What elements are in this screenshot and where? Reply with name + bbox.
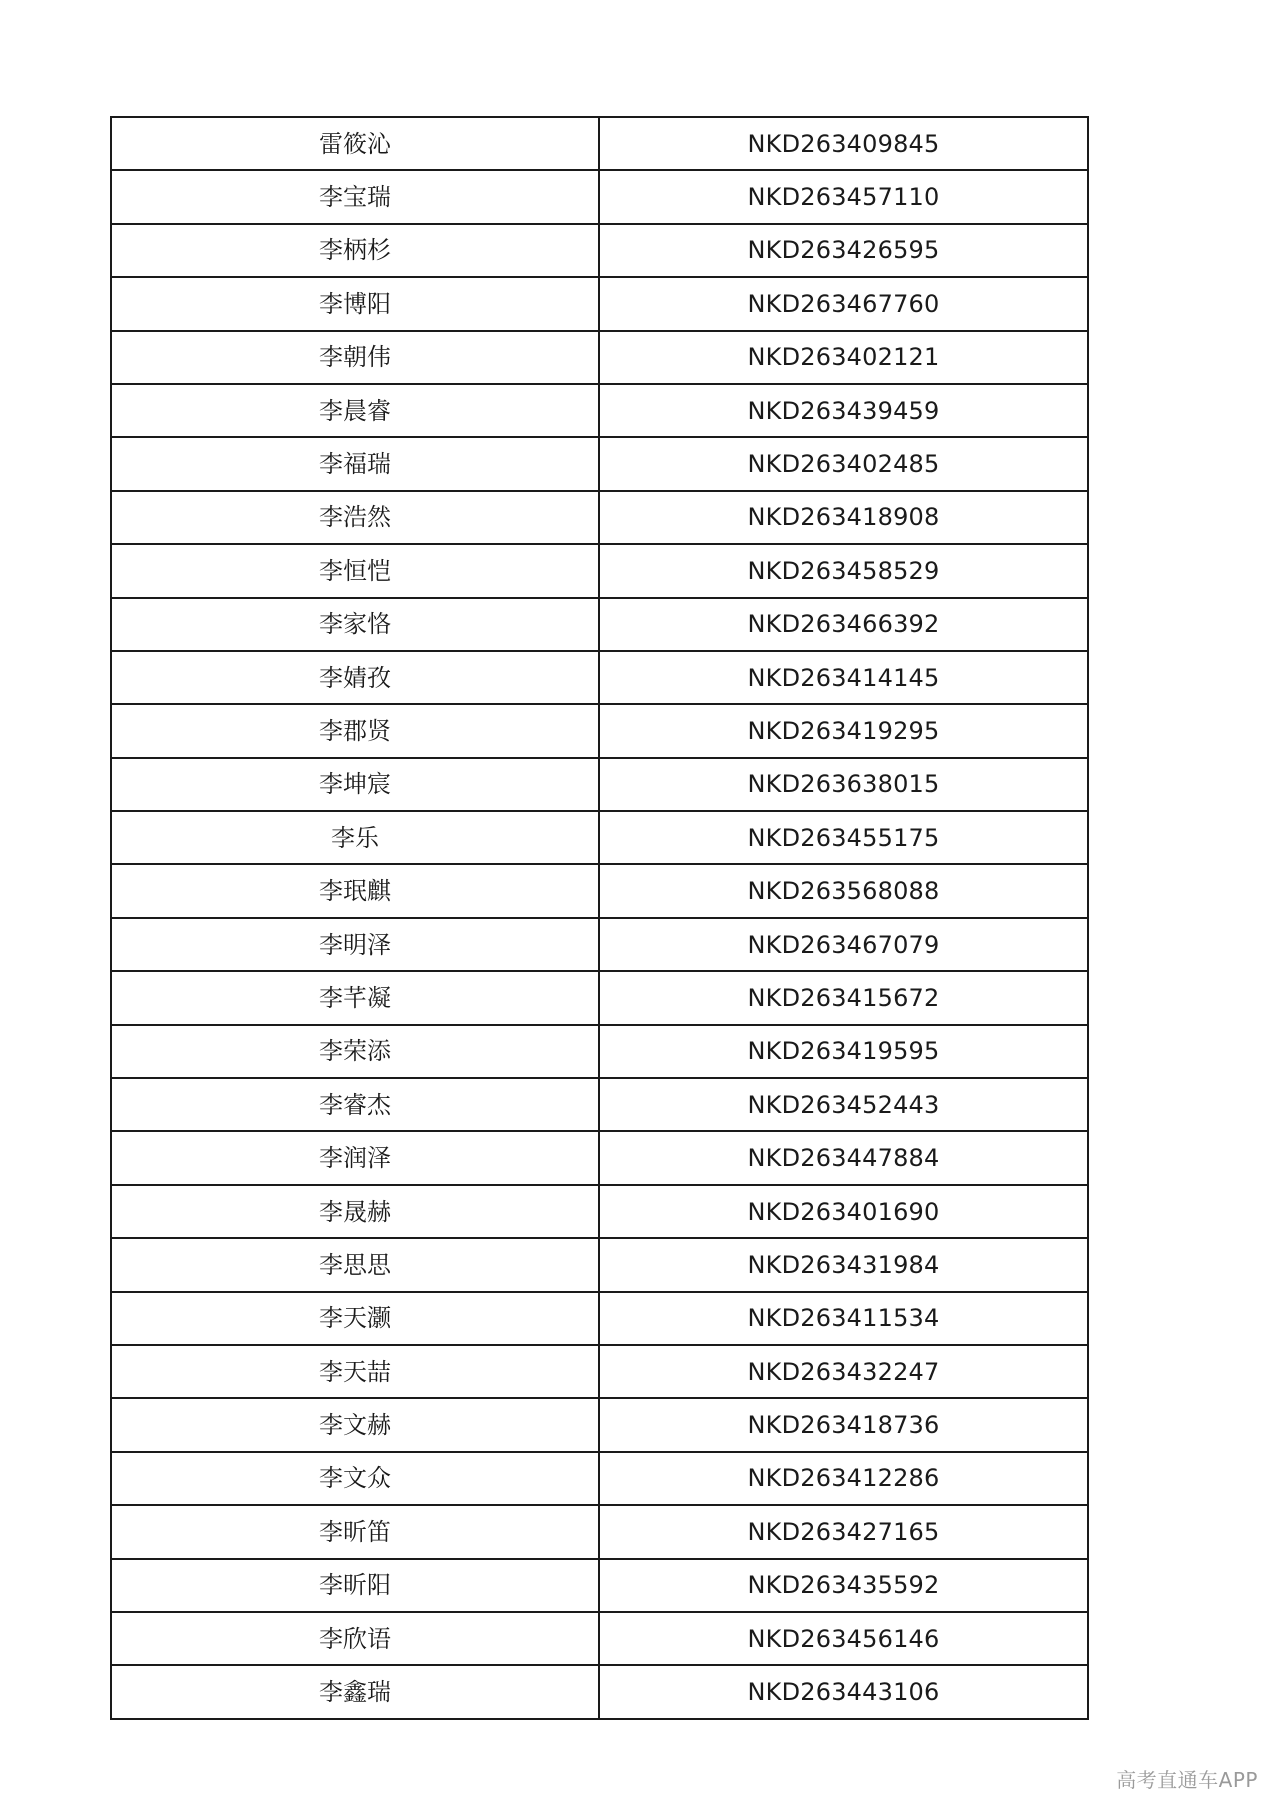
student-id-cell: NKD263467760: [599, 277, 1088, 330]
table-row: [111, 1452, 1088, 1505]
student-id-cell: NKD263402121: [599, 331, 1088, 384]
student-id-cell: NKD263467079: [599, 918, 1088, 971]
student-name-cell: 李晟赫: [111, 1185, 599, 1238]
student-name-cell: 李思思: [111, 1238, 599, 1291]
student-id-cell: NKD263402485: [599, 437, 1088, 490]
student-id-cell: NKD263418736: [599, 1398, 1088, 1451]
student-id-cell: NKD263427165: [599, 1505, 1088, 1558]
student-name-cell: 李浩然: [111, 491, 599, 544]
student-name-cell: 李文众: [111, 1452, 599, 1505]
student-id-cell: NKD263439459: [599, 384, 1088, 437]
student-name-cell: 李晨睿: [111, 384, 599, 437]
student-name-cell: 李朝伟: [111, 331, 599, 384]
student-name-cell: 李宝瑞: [111, 170, 599, 223]
table-row: [111, 1078, 1088, 1131]
student-id-cell: NKD263455175: [599, 811, 1088, 864]
student-name-cell: 李家恪: [111, 598, 599, 651]
student-id-cell: NKD263409845: [599, 117, 1088, 170]
student-id-cell: NKD263568088: [599, 864, 1088, 917]
table-row: [111, 224, 1088, 277]
table-row: [111, 1559, 1088, 1612]
table-row: [111, 864, 1088, 917]
table-row: [111, 1665, 1088, 1718]
table-row: [111, 1505, 1088, 1558]
student-id-cell: NKD263638015: [599, 758, 1088, 811]
roster-table-body: [111, 117, 1088, 1719]
table-row: [111, 331, 1088, 384]
table-row: [111, 1131, 1088, 1184]
student-id-cell: NKD263412286: [599, 1452, 1088, 1505]
table-row: [111, 544, 1088, 597]
table-row: [111, 277, 1088, 330]
student-name-cell: 李欣语: [111, 1612, 599, 1665]
student-id-cell: NKD263452443: [599, 1078, 1088, 1131]
table-row: [111, 1292, 1088, 1345]
table-row: [111, 971, 1088, 1024]
table-row: [111, 1398, 1088, 1451]
table-row: [111, 170, 1088, 223]
watermark: 高考直通车APP: [1116, 1768, 1258, 1792]
student-name-cell: 李芊凝: [111, 971, 599, 1024]
table-row: [111, 651, 1088, 704]
table-row: [111, 1025, 1088, 1078]
student-id-cell: NKD263431984: [599, 1238, 1088, 1291]
student-id-cell: NKD263401690: [599, 1185, 1088, 1238]
student-id-cell: NKD263466392: [599, 598, 1088, 651]
table-row: [111, 758, 1088, 811]
student-name-cell: 雷筱沁: [111, 117, 599, 170]
student-name-cell: 李天灏: [111, 1292, 599, 1345]
student-name-cell: 李福瑞: [111, 437, 599, 490]
student-name-cell: 李婧孜: [111, 651, 599, 704]
student-id-cell: NKD263418908: [599, 491, 1088, 544]
table-row: [111, 1612, 1088, 1665]
student-name-cell: 李天喆: [111, 1345, 599, 1398]
table-row: [111, 918, 1088, 971]
student-id-cell: NKD263419295: [599, 704, 1088, 757]
table-row: [111, 704, 1088, 757]
student-id-cell: NKD263443106: [599, 1665, 1088, 1718]
student-name-cell: 李鑫瑞: [111, 1665, 599, 1718]
student-name-cell: 李睿杰: [111, 1078, 599, 1131]
table-row: [111, 384, 1088, 437]
student-name-cell: 李乐: [111, 811, 599, 864]
student-id-cell: NKD263457110: [599, 170, 1088, 223]
roster-table: [110, 116, 1089, 1720]
student-id-cell: NKD263435592: [599, 1559, 1088, 1612]
student-name-cell: 李恒恺: [111, 544, 599, 597]
student-name-cell: 李明泽: [111, 918, 599, 971]
student-name-cell: 李文赫: [111, 1398, 599, 1451]
table-row: [111, 491, 1088, 544]
table-row: [111, 117, 1088, 170]
student-id-cell: NKD263411534: [599, 1292, 1088, 1345]
table-row: [111, 1185, 1088, 1238]
student-id-cell: NKD263456146: [599, 1612, 1088, 1665]
table-row: [111, 598, 1088, 651]
student-id-cell: NKD263419595: [599, 1025, 1088, 1078]
student-name-cell: 李坤宸: [111, 758, 599, 811]
student-name-cell: 李柄杉: [111, 224, 599, 277]
student-name-cell: 李郡贤: [111, 704, 599, 757]
student-id-cell: NKD263458529: [599, 544, 1088, 597]
student-id-cell: NKD263432247: [599, 1345, 1088, 1398]
student-name-cell: 李润泽: [111, 1131, 599, 1184]
student-id-cell: NKD263447884: [599, 1131, 1088, 1184]
table-row: [111, 437, 1088, 490]
student-name-cell: 李珉麒: [111, 864, 599, 917]
student-name-cell: 李博阳: [111, 277, 599, 330]
table-row: [111, 811, 1088, 864]
student-id-cell: NKD263426595: [599, 224, 1088, 277]
student-name-cell: 李昕笛: [111, 1505, 599, 1558]
student-name-cell: 李昕阳: [111, 1559, 599, 1612]
table-row: [111, 1345, 1088, 1398]
table-row: [111, 1238, 1088, 1291]
student-id-cell: NKD263414145: [599, 651, 1088, 704]
student-id-cell: NKD263415672: [599, 971, 1088, 1024]
student-name-cell: 李荣添: [111, 1025, 599, 1078]
